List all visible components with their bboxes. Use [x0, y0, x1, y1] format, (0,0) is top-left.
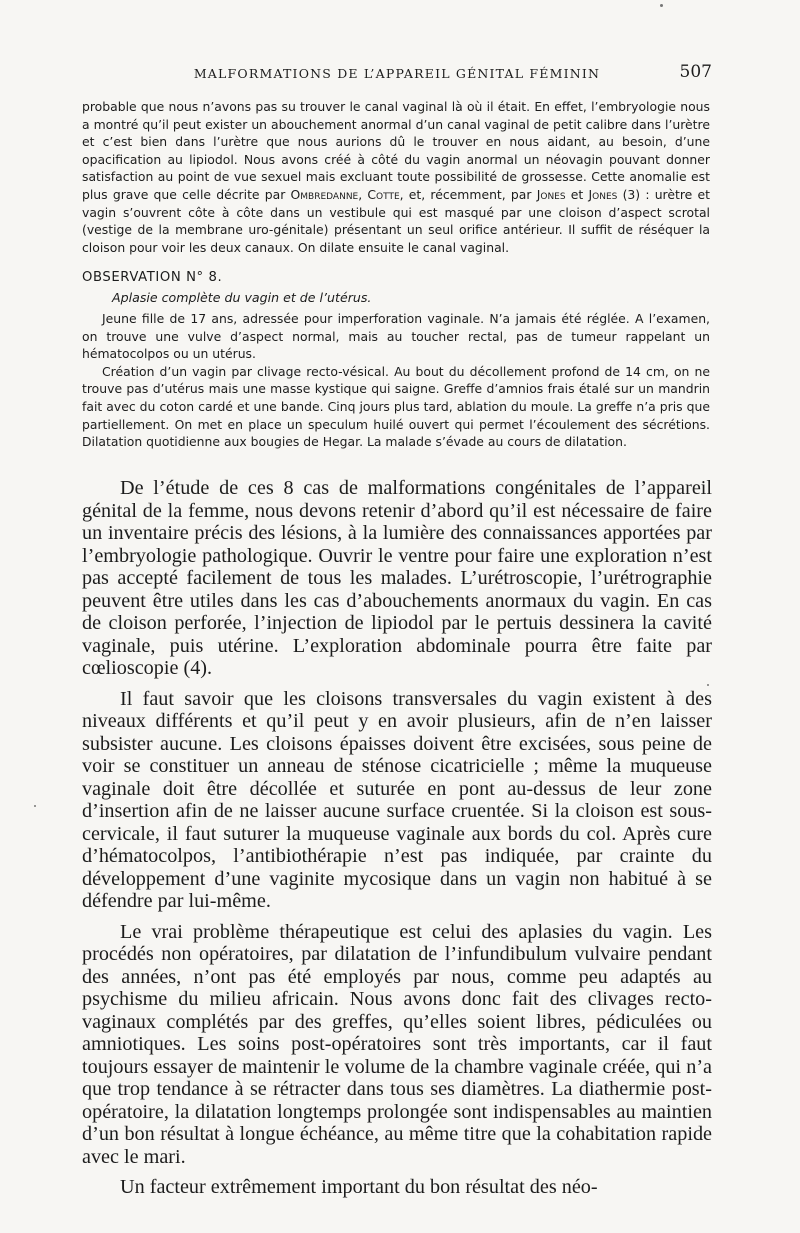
running-title: MALFORMATIONS DE L’APPAREIL GÉNITAL FÉMININ: [193, 66, 601, 81]
observation-body: [82, 310, 710, 451]
paper-speck: [707, 684, 709, 686]
page-number: 507: [679, 62, 712, 82]
top-paragraph-text-4: (3) : urètre et vagin s’ouvrent côte à côte dans un vestibule qui est masqué par une cloison d’aspect scrotal (vestige de la membrane uro-génitale) présentant un seul orifice antérieur. Il suffit de réséquer la cloison pour voir les deux canaux. On dilate ensuite le canal vaginal.: [82, 186, 710, 255]
top-paragraph: [82, 98, 710, 256]
observation-heading: OBSERVATION N° 8.: [82, 270, 223, 285]
author-name-jones-1: Jones: [536, 186, 566, 202]
body-paragraph-2: Il faut savoir que les cloisons transversales du vagin existent à des niveaux différents et qu’il peut y en avoir plusieurs, afin de n’en laisser subsister aucune. Les cloisons épaisses doivent être excisées, sous peine de voir se constituer un anneau de sténose cicatricielle ; même la muqueuse vaginale doit être décollée et suturée en pont au-dessus de leur zone d’insertion afin de ne laisser aucune surface cruentée. Si la cloison est sous-cervicale, il faut suturer la muqueuse vaginale aux bords du col. Après cure d’hématocolpos, l’antibiothérapie n’est pas indiquée, par crainte du développement d’une vaginite mycosique dans un vagin non habitué à se défendre par lui-même.: [82, 687, 712, 912]
top-paragraph-text-1: probable que nous n’avons pas su trouver le canal vaginal là où il était. En effet, l’embryologie nous a montré qu’il peut exister un abouchement anormal d’un canal vaginal de petit calibre dans l’urètre et c’est bien dans l’urètre que nous aurions dû le trouver en nous aidant, au besoin, d’une opacification au lipiodol. Nous avons créé à côté du vagin anormal un néovagin pouvant donner satisfaction au point de vue sexuel mais excluant toute possibilité de grossesse. Cette anomalie est plus grave que celle décrite par: [82, 99, 710, 202]
top-paragraph-text-3: et: [565, 186, 589, 202]
author-name-jones-2: Jones: [588, 186, 618, 202]
running-header: [82, 62, 712, 84]
observation-subtitle: Aplasie complète du vagin et de l’utérus.: [112, 290, 372, 305]
observation-paragraph-2: Création d’un vagin par clivage recto-vésical. Au bout du décollement profond de 14 cm, on ne trouve pas d’utérus mais une masse kystique qui saigne. Greffe d’amnios frais étalé sur un mandrin fait avec du coton cardé et une bande. Cinq jours plus tard, ablation du moule. La greffe n’a pris que partiellement. On met en place un speculum huilé ouvert qui permet l’écoulement des sécrétions. Dilatation quotidienne aux bougies de Hegar. La malade s’évade au cours de dilatation.: [82, 363, 710, 450]
body-paragraph-4: Un facteur extrêmement important du bon résultat des néo-: [120, 1176, 598, 1198]
author-name-ombredanne-cotte: Ombredanne, Cotte: [290, 186, 400, 202]
top-paragraph-text-2: , et, récemment, par: [399, 186, 537, 202]
body-paragraph-3: Le vrai problème thérapeutique est celui des aplasies du vagin. Les procédés non opératoires, par dilatation de l’infundibulum vulvaire pendant des années, n’ont pas été employés par nous, comme peu adaptés au psychisme du milieu africain. Nous avons donc fait des clivages recto-vaginaux complétés par des greffes, qu’elles soient libres, pédiculées ou amniotiques. Les soins post-opératoires sont très importants, car il faut toujours essayer de maintenir le volume de la chambre vaginale créée, qui n’a que trop tendance à se rétracter dans tous ses diamètres. La diathermie post-opératoire, la dilatation longtemps prolongée sont indispensables au maintien d’un bon résultat à longue échéance, au même titre que la cohabitation rapide avec le mari.: [82, 920, 712, 1168]
paper-speck: [660, 4, 663, 7]
observation-paragraph-1: Jeune fille de 17 ans, adressée pour imperforation vaginale. N’a jamais été réglée. A l’examen, on trouve une vulve d’aspect normal, mais au toucher rectal, pas de tumeur rappelant un hématocolpos ou un utérus.: [82, 311, 710, 362]
paper-speck: [34, 805, 36, 807]
body-paragraph-1: De l’étude de ces 8 cas de malformations congénitales de l’appareil génital de la femme, nous devons retenir d’abord qu’il est nécessaire de faire un inventaire précis des lésions, à la lumière des connaissances apportées par l’embryologie pathologique. Ouvrir le ventre pour faire une exploration n’est pas accepté facilement de tous les malades. L’urétroscopie, l’urétrographie peuvent être utiles dans les cas d’abouchements anormaux du vagin. En cas de cloison perforée, l’injection de lipiodol par le pertuis dessinera la cavité vaginale, puis utérine. L’exploration abdominale pourra être faite par cœlioscopie (4).: [82, 477, 712, 679]
main-text: [82, 477, 712, 1199]
